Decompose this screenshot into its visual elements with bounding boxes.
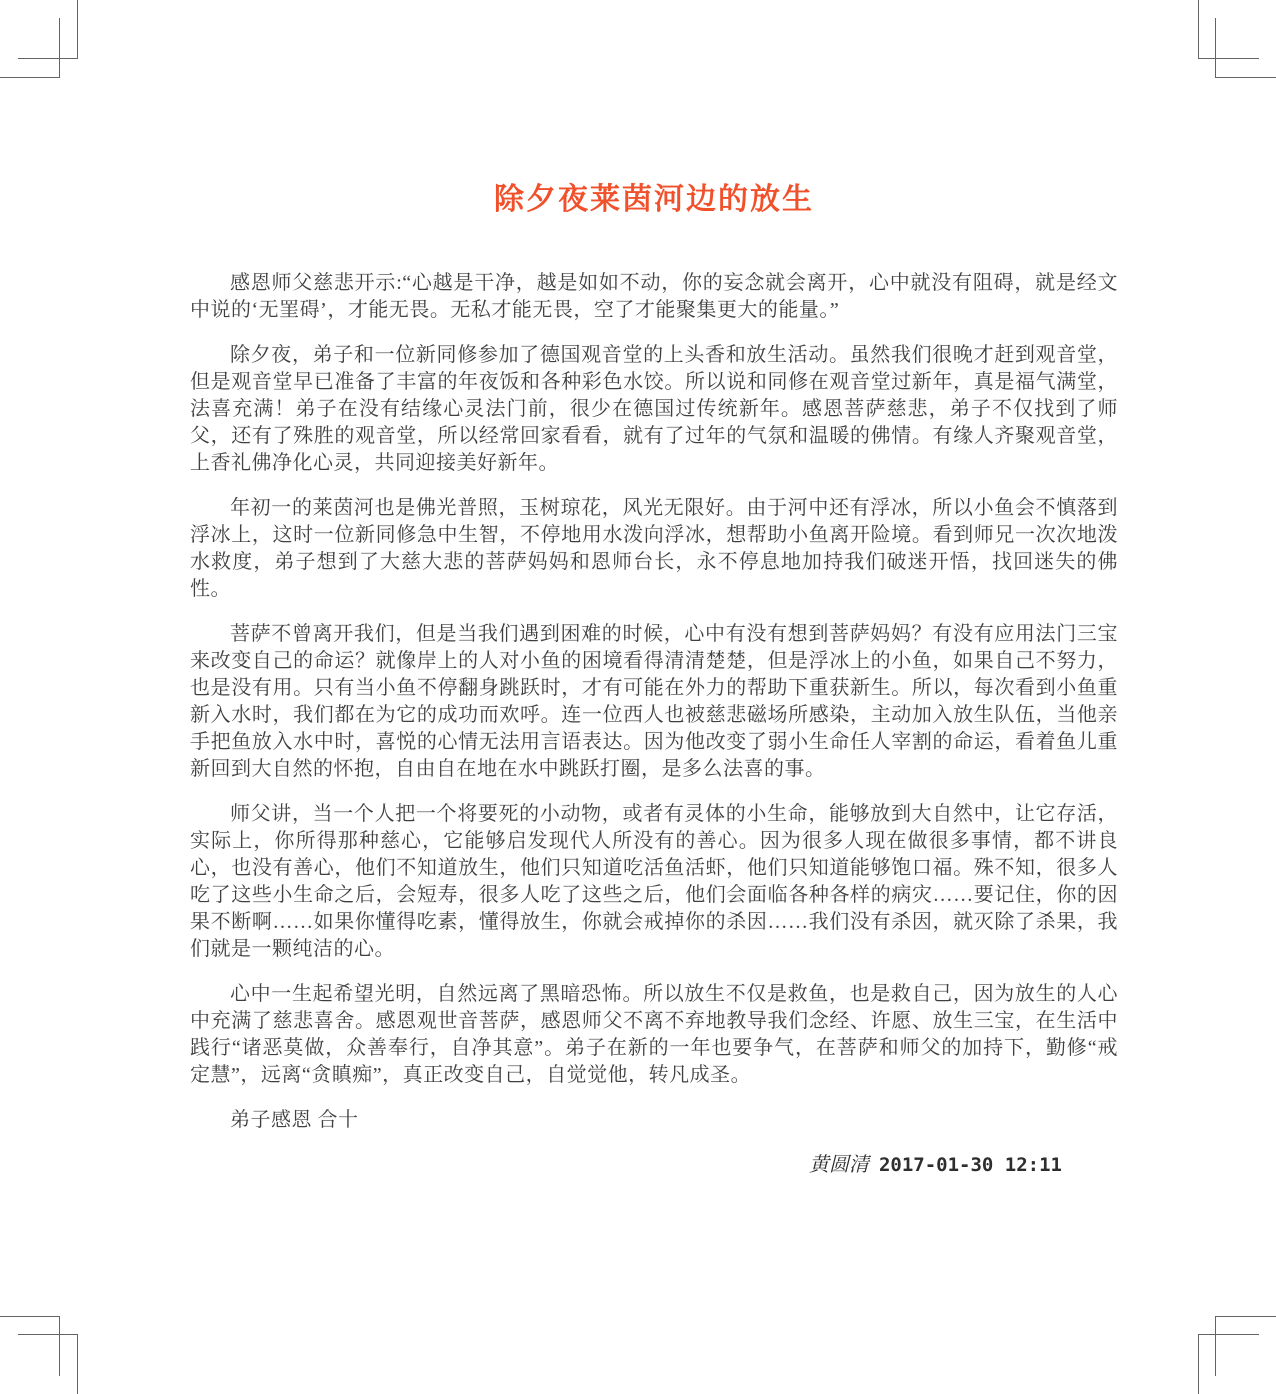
body-paragraph: 菩萨不曾离开我们，但是当我们遇到困难的时候，心中有没有想到菩萨妈妈？有没有应用法门三宝来改变自己的命运？就像岸上的人对小鱼的困境看得清清楚楚，但是浮冰上的小鱼，如果自己不努力，也是没有用。只有当小鱼不停翻身跳跃时，才有可能在外力的帮助下重获新生。所以，每次看到小鱼重新入水时，我们都在为它的成功而欢呼。连一位西人也被慈悲磁场所感染，主动加入放生队伍，当他亲手把鱼放入水中时，喜悦的心情无法用言语表达。因为他改变了弱小生命任人宰割的命运，看着鱼儿重新回到大自然的怀抱，自由自在地在水中跳跃打圈，是多么法喜的事。 xyxy=(190,623,1118,780)
body-paragraph: 心中一生起希望光明，自然远离了黑暗恐怖。所以放生不仅是救鱼，也是救自己，因为放生的人心中充满了慈悲喜舍。感恩观世音菩萨，感恩师父不离不弃地教导我们念经、许愿、放生三宝，在生活中践行“诸恶莫做，众善奉行，自净其意”。弟子在新的一年也要争气，在菩萨和师父的加持下，勤修“戒定慧”，远离“贪瞋痴”，真正改变自己，自觉觉他，转凡成圣。 xyxy=(190,983,1118,1086)
paragraphs-container xyxy=(190,270,1118,1089)
article xyxy=(190,182,1118,1179)
closing-line: 弟子感恩 合十 xyxy=(230,1109,359,1131)
signature-name: 黄圆清 xyxy=(808,1154,869,1176)
body-paragraph: 除夕夜，弟子和一位新同修参加了德国观音堂的上头香和放生活动。虽然我们很晚才赶到观音堂，但是观音堂早已准备了丰富的年夜饭和各种彩色水饺。所以说和同修在观音堂过新年，真是福气满堂，法喜充满！弟子在没有结缘心灵法门前，很少在德国过传统新年。感恩菩萨慈悲，弟子不仅找到了师父，还有了殊胜的观音堂，所以经常回家看看，就有了过年的气氛和温暖的佛情。有缘人齐聚观音堂，上香礼佛净化心灵，共同迎接美好新年。 xyxy=(190,344,1118,474)
signature-datetime: 2017-01-30 12:11 xyxy=(878,1154,1062,1176)
page-title: 除夕夜莱茵河边的放生 xyxy=(494,183,814,216)
body-paragraph: 感恩师父慈悲开示:“心越是干净，越是如如不动，你的妄念就会离开，心中就没有阻碍，就是经文中说的‘无罣碍’，才能无畏。无私才能无畏，空了才能聚集更大的能量。” xyxy=(190,272,1118,321)
crop-mark-bottom-left-inner xyxy=(18,1334,78,1394)
crop-mark-bottom-right-inner xyxy=(1198,1334,1259,1394)
signature-line xyxy=(190,1152,1118,1179)
body-paragraph: 年初一的莱茵河也是佛光普照，玉树琼花，风光无限好。由于河中还有浮冰，所以小鱼会不慎落到浮冰上，这时一位新同修急中生智，不停地用水泼向浮冰，想帮助小鱼离开险境。看到师兄一次次地泼水救度，弟子想到了大慈大悲的菩萨妈妈和恩师台长，永不停息地加持我们破迷开悟，找回迷失的佛性。 xyxy=(190,497,1118,600)
crop-mark-top-left-inner xyxy=(0,18,60,78)
crop-mark-top-right-inner xyxy=(1215,18,1276,78)
body-paragraph: 师父讲，当一个人把一个将要死的小动物，或者有灵体的小生命，能够放到大自然中，让它存活，实际上，你所得那种慈心，它能够启发现代人所没有的善心。因为很多人现在做很多事情，都不讲良心，也没有善心，他们不知道放生，他们只知道吃活鱼活虾，他们只知道能够饱口福。殊不知，很多人吃了这些小生命之后，会短寿，很多人吃了这些之后，他们会面临各种各样的病灾……要记住，你的因果不断啊……如果你懂得吃素，懂得放生，你就会戒掉你的杀因……我们没有杀因，就灭除了杀果，我们就是一颗纯洁的心。 xyxy=(190,803,1118,960)
